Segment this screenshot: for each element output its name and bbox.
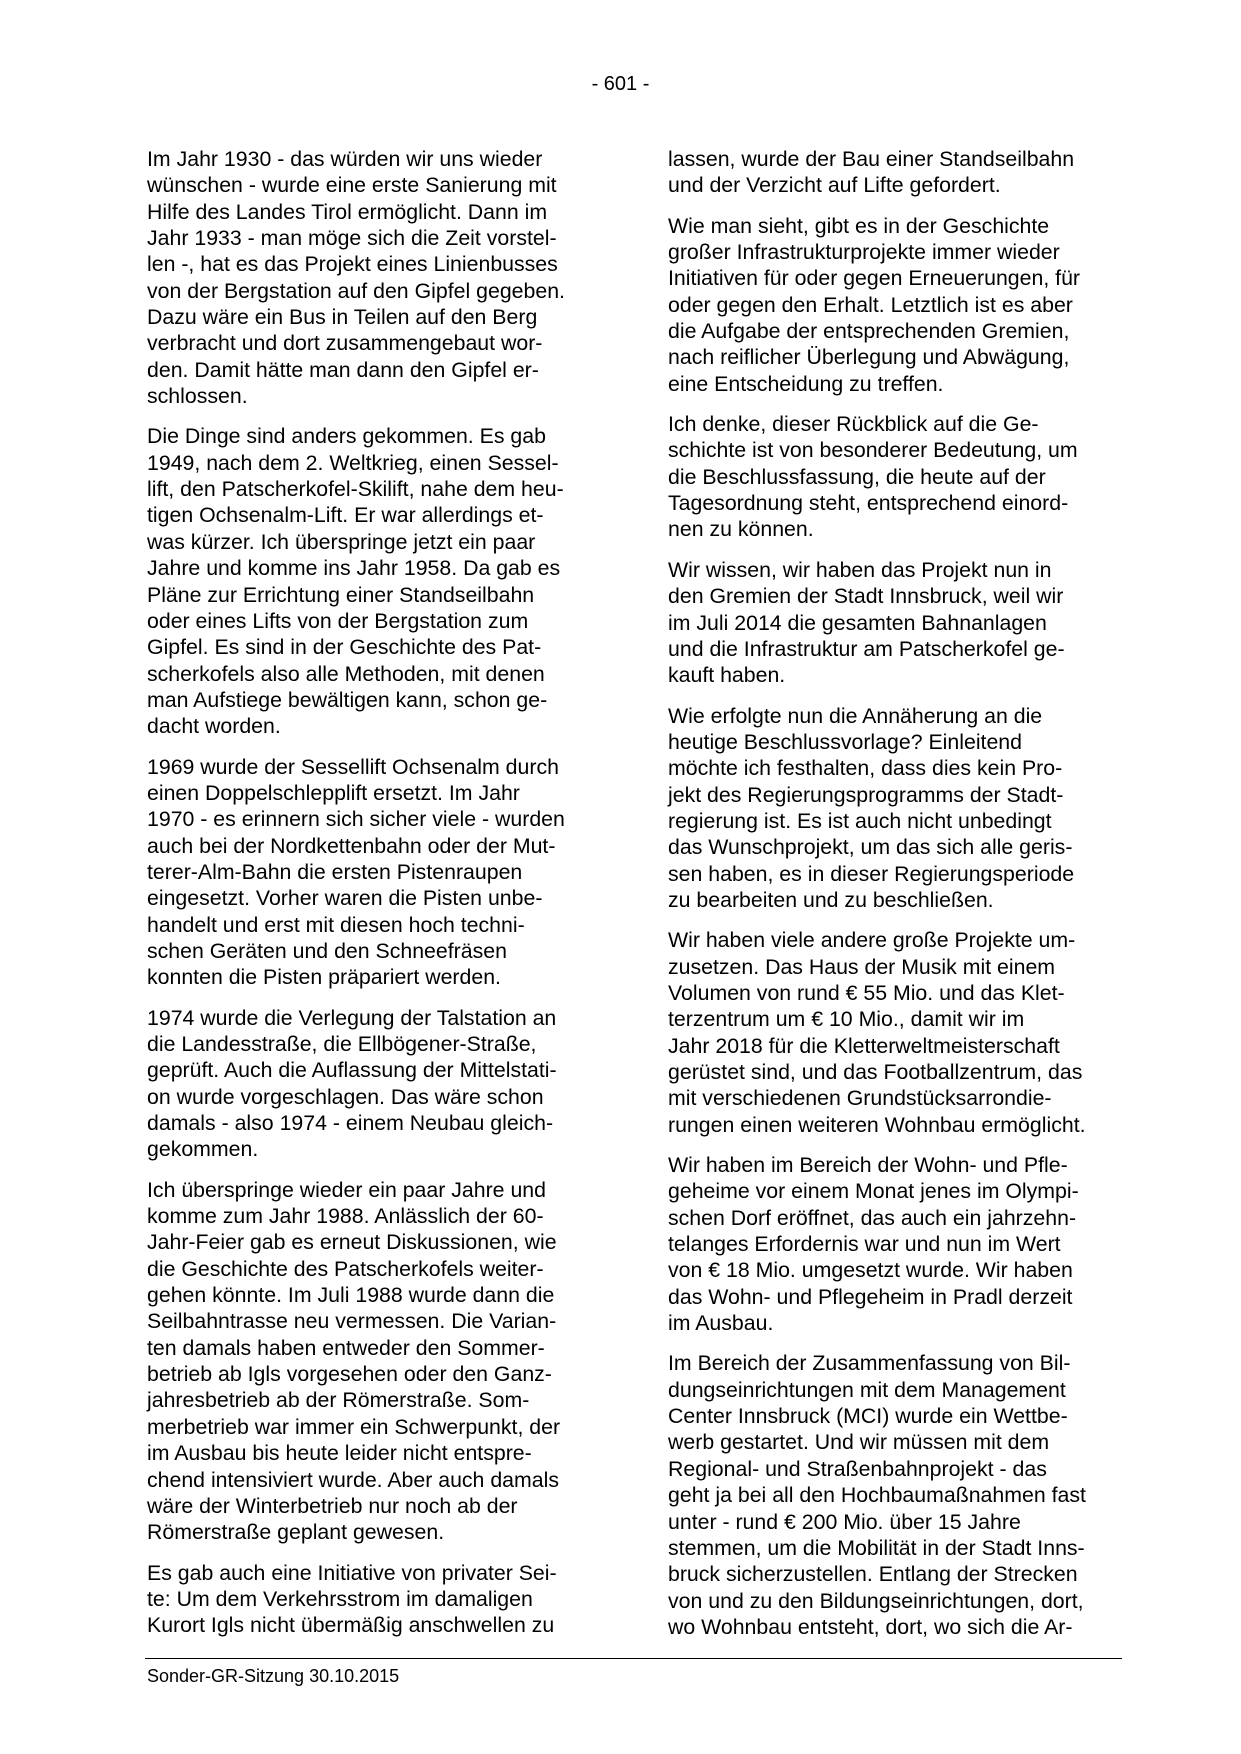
paragraph: Es gab auch eine Initiative von privater Sei- te: Um dem Verkehrsstrom im damaligen Kurort Igls nicht übermäßig anschwellen zu: [147, 1560, 557, 1638]
paragraph: Die Dinge sind anders gekommen. Es gab 1949, nach dem 2. Weltkrieg, einen Sessel- lift, den Patscherkofel-Skilift, nahe dem heu- tigen Ochsenalm-Lift. Er war allerdings et- was kürzer. Ich überspringe jetzt ein paar Jahre und komme ins Jahr 1958. Da gab es Pläne zur Errichtung einer Standseilbahn oder eines Lifts von der Bergstation zum Gipfel. Es sind in der Geschichte des Pat- scherkofels also alle Methoden, mit denen man Aufstiege bewältigen kann, schon ge- dacht worden.: [147, 424, 564, 739]
footer-text: Sonder-GR-Sitzung 30.10.2015: [147, 1666, 400, 1686]
paragraph: Im Jahr 1930 - das würden wir uns wieder wünschen - wurde eine erste Sanierung mit Hilfe des Landes Tirol ermöglicht. Dann im Jahr 1933 - man möge sich die Zeit vorstel- len -, hat es das Projekt eines Linienbusses von der Bergstation auf den Gipfel gegeben. Dazu wäre ein Bus in Teilen auf den Berg verbracht und dort zusammengebaut wor- den. Damit hätte man dann den Gipfel er- schlossen.: [147, 147, 565, 409]
paragraph: Ich denke, dieser Rückblick auf die Ge- schichte ist von besonderer Bedeutung, um die Beschlussfassung, die heute auf der Tagesordnung steht, entsprechend einord- nen zu können.: [668, 412, 1078, 542]
paragraph: Wie erfolgte nun die Annäherung an die heutige Beschlussvorlage? Einleitend möchte ich festhalten, dass dies kein Pro- jekt des Regierungsprogramms der Stadt- regierung ist. Es ist auch nicht unbedingt das Wunschprojekt, um das sich alle geris- sen haben, es in dieser Regierungsperiode zu bearbeiten und zu beschließen.: [668, 703, 1075, 912]
paragraph: Wir wissen, wir haben das Projekt nun in den Gremien der Stadt Innsbruck, weil wir im Juli 2014 die gesamten Bahnanlagen und die Infrastruktur am Patscherkofel ge- kauft haben.: [668, 557, 1065, 688]
paragraph: Im Bereich der Zusammenfassung von Bil- dungseinrichtungen mit dem Management Center Innsbruck (MCI) wurde ein Wettbe- werb gestartet. Und wir müssen mit dem Regional- und Straßenbahnprojekt - das geht ja bei all den Hochbaumaßnahmen fast unter - rund € 200 Mio. über 15 Jahre stemmen, um die Mobilität in der Stadt Inns- bruck sicherzustellen. Entlang der Strecken von und zu den Bildungseinrichtungen, dort, wo Wohnbau entsteht, dort, wo sich die Ar-: [668, 1351, 1086, 1639]
paragraph: Wir haben viele andere große Projekte um- zusetzen. Das Haus der Musik mit einem Volumen von rund € 55 Mio. und das Klet- terzentrum um € 10 Mio., damit wir im Jahr 2018 für die Kletterweltmeisterschaft gerüstet sind, und das Footballzentrum, das mit verschiedenen Grundstücksarrondie- rungen einen weiteren Wohnbau ermöglicht.: [668, 928, 1086, 1137]
paragraph: 1969 wurde der Sessellift Ochsenalm durch einen Doppelschlepplift ersetzt. Im Jahr 1970 - es erinnern sich sicher viele - wurden auch bei der Nordkettenbahn oder der Mut- terer-Alm-Bahn die ersten Pistenraupen eingesetzt. Vorher waren die Pisten unbe- handelt und erst mit diesen hoch techni- schen Geräten und den Schneefräsen konnten die Pisten präpariert werden.: [147, 754, 565, 990]
page-number: - 601 -: [591, 73, 650, 95]
footer-divider: [145, 1658, 1122, 1659]
paragraph: Ich überspringe wieder ein paar Jahre und komme zum Jahr 1988. Anlässlich der 60- Jahr-Feier gab es erneut Diskussionen, wie die Geschichte des Patscherkofels weiter- gehen könnte. Im Juli 1988 wurde dann die Seilbahntrasse neu vermessen. Die Varian- ten damals haben entweder den Sommer- betrieb ab Igls vorgesehen oder den Ganz- jahresbetrieb ab der Römerstraße. Som- merbetrieb war immer ein Schwerpunkt, der im Ausbau bis heute leider nicht entspre- chend intensiviert wurde. Aber auch damals wäre der Winterbetrieb nur noch ab der Römerstraße geplant gewesen.: [147, 1177, 561, 1545]
left-column: [147, 146, 597, 1653]
paragraph: 1974 wurde die Verlegung der Talstation an die Landesstraße, die Ellbögener-Straße, geprüft. Auch die Auflassung der Mittelstati- on wurde vorgeschlagen. Das wäre schon damals - also 1974 - einem Neubau gleich- gekommen.: [147, 1005, 557, 1162]
right-column: [668, 146, 1118, 1654]
paragraph: lassen, wurde der Bau einer Standseilbahn und der Verzicht auf Lifte gefordert.: [668, 147, 1075, 198]
paragraph: Wie man sieht, gibt es in der Geschichte großer Infrastrukturprojekte immer wieder Initiativen für oder gegen Erneuerungen, für oder gegen den Erhalt. Letztlich ist es aber die Aufgabe der entsprechenden Gremien, nach reiflicher Überlegung und Abwägung, eine Entscheidung zu treffen.: [668, 213, 1081, 396]
paragraph: Wir haben im Bereich der Wohn- und Pfle- geheime vor einem Monat jenes im Olympi- schen Dorf eröffnet, das auch ein jahrzehn- telanges Erfordernis war und nun im Wert von € 18 Mio. umgesetzt wurde. Wir haben das Wohn- und Pflegeheim in Pradl derzeit im Ausbau.: [668, 1153, 1079, 1336]
